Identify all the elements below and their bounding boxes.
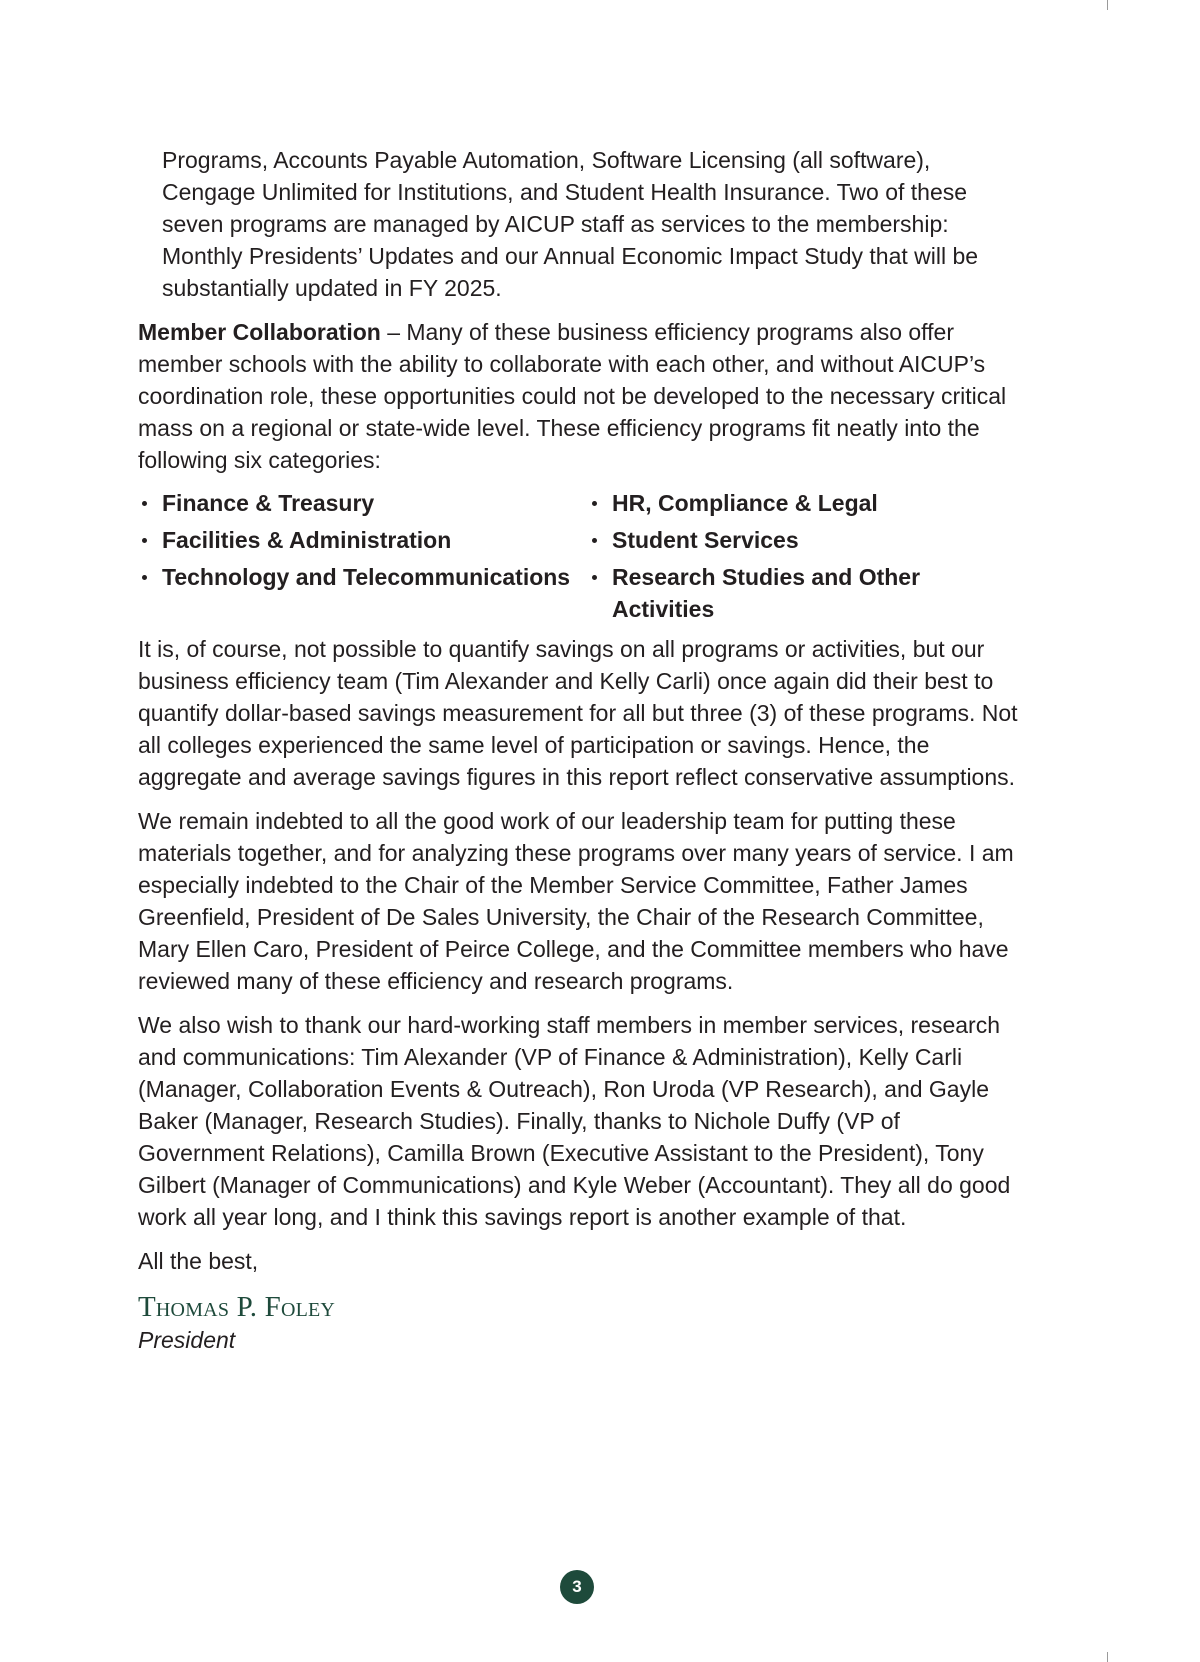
- crop-mark-top: [1107, 0, 1108, 10]
- category-item: Student Services: [588, 524, 1018, 556]
- category-item: Research Studies and Other Activities: [588, 561, 1018, 625]
- letter-body: [138, 144, 1018, 1355]
- paragraph-indebted: We remain indebted to all the good work of our leadership team for putting these materials together, and for analyzing these programs over many years of service. I am especially indebted to the Chair of the Member Service Committee, Father James Greenfield, President of De Sales University, the Chair of the Research Committee, Mary Ellen Caro, President of Peirce College, and the Committee members who have reviewed many of these efficiency and research programs.: [138, 808, 1014, 994]
- signature-title: President: [138, 1327, 236, 1353]
- category-item: Finance & Treasury: [138, 487, 588, 519]
- page-number-badge: 3: [560, 1570, 594, 1604]
- category-item: Technology and Telecommunications: [138, 561, 588, 625]
- member-collaboration-heading: Member Collaboration: [138, 319, 381, 345]
- paragraph-continuation: Programs, Accounts Payable Automation, Software Licensing (all software), Cengage Unlimited for Institutions, and Student Health Insurance. Two of these seven programs are managed by AICUP staff as services to the membership: Monthly Presidents’ Updates and our Annual Economic Impact Study that will be substantially updated in FY 2025.: [162, 147, 979, 301]
- paragraph-savings: It is, of course, not possible to quantify savings on all programs or activities, but our business efficiency team (Tim Alexander and Kelly Carli) once again did their best to quantify dollar-based savings measurement for all but three (3) of these programs. Not all colleges experienced the same level of participation or savings. Hence, the aggregate and average savings figures in this report reflect conservative assumptions.: [138, 636, 1018, 790]
- signature-name: Thomas P. Foley: [138, 1291, 336, 1323]
- closing-salutation: All the best,: [138, 1248, 259, 1274]
- paragraph-member-collaboration: [138, 316, 1018, 476]
- category-list: [138, 487, 1018, 625]
- category-item: Facilities & Administration: [138, 524, 588, 556]
- paragraph-thanks: We also wish to thank our hard-working staff members in member services, research and communications: Tim Alexander (VP of Finance & Administration), Kelly Carli (Manager, Collaboration Events & Outreach), Ron Uroda (VP Research), and Gayle Baker (Manager, Research Studies). Finally, thanks to Nichole Duffy (VP of Government Relations), Camilla Brown (Executive Assistant to the President), Tony Gilbert (Manager of Communications) and Kyle Weber (Accountant). They all do good work all year long, and I think this savings report is another example of that.: [138, 1012, 1011, 1230]
- category-item: HR, Compliance & Legal: [588, 487, 1018, 519]
- member-collaboration-text: – Many of these business efficiency programs also offer member schools with the ability to collaborate with each other, and without AICUP’s coordination role, these opportunities could not be developed to the necessary critical mass on a regional or state-wide level. These efficiency programs fit neatly into the following six categories:: [138, 319, 1007, 473]
- crop-mark-bottom: [1107, 1652, 1108, 1662]
